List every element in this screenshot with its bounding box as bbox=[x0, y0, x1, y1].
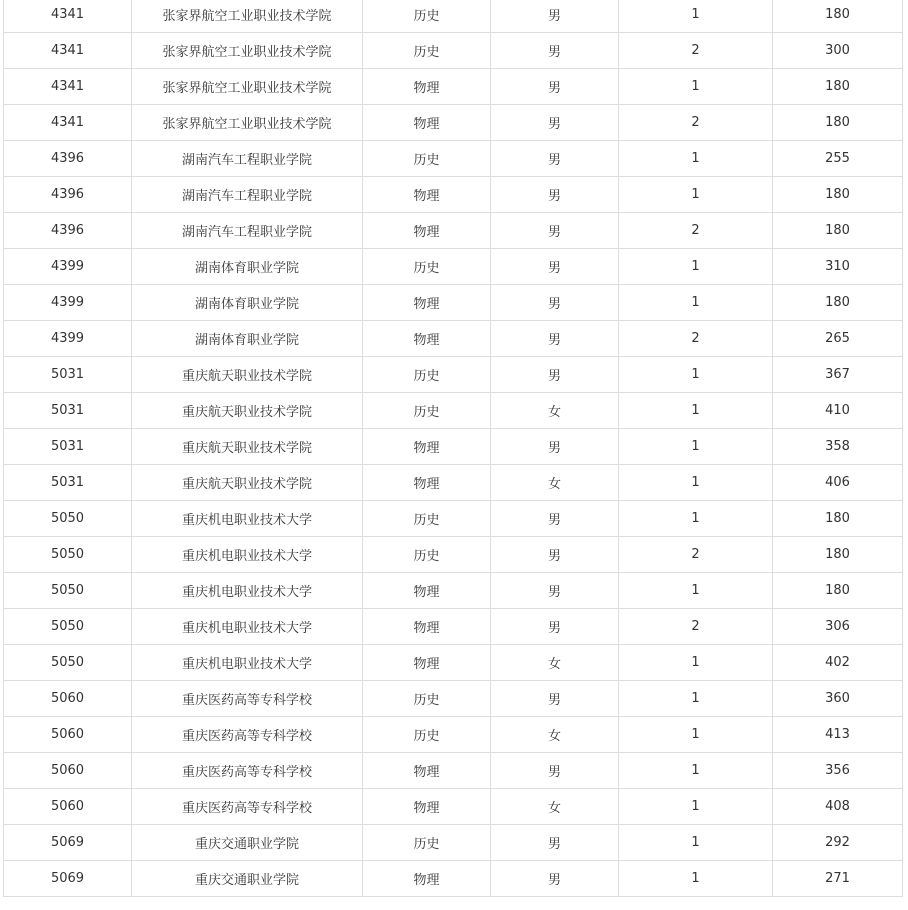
subject-cell: 历史 bbox=[363, 393, 491, 429]
gender-cell: 男 bbox=[491, 861, 619, 897]
gender-cell: 男 bbox=[491, 573, 619, 609]
school-code-cell: 5069 bbox=[4, 861, 132, 897]
school-code-cell: 5031 bbox=[4, 465, 132, 501]
plan-count-cell: 1 bbox=[619, 429, 773, 465]
score-cell: 402 bbox=[773, 645, 903, 681]
subject-cell: 物理 bbox=[363, 861, 491, 897]
table-row bbox=[4, 681, 903, 717]
gender-cell: 男 bbox=[491, 825, 619, 861]
school-code-cell: 5050 bbox=[4, 609, 132, 645]
school-name-cell: 重庆机电职业技术大学 bbox=[132, 609, 363, 645]
subject-cell: 历史 bbox=[363, 537, 491, 573]
table-row bbox=[4, 285, 903, 321]
gender-cell: 男 bbox=[491, 681, 619, 717]
gender-cell: 男 bbox=[491, 537, 619, 573]
school-code-cell: 4396 bbox=[4, 177, 132, 213]
plan-count-cell: 2 bbox=[619, 537, 773, 573]
plan-count-cell: 1 bbox=[619, 789, 773, 825]
table-row bbox=[4, 393, 903, 429]
subject-cell: 物理 bbox=[363, 105, 491, 141]
gender-cell: 男 bbox=[491, 33, 619, 69]
gender-cell: 男 bbox=[491, 501, 619, 537]
admission-score-table bbox=[3, 0, 903, 897]
subject-cell: 物理 bbox=[363, 213, 491, 249]
score-cell: 180 bbox=[773, 177, 903, 213]
school-name-cell: 重庆机电职业技术大学 bbox=[132, 573, 363, 609]
table-row bbox=[4, 357, 903, 393]
table-row bbox=[4, 321, 903, 357]
school-code-cell: 4341 bbox=[4, 105, 132, 141]
subject-cell: 物理 bbox=[363, 465, 491, 501]
score-cell: 360 bbox=[773, 681, 903, 717]
score-cell: 255 bbox=[773, 141, 903, 177]
school-name-cell: 重庆机电职业技术大学 bbox=[132, 537, 363, 573]
school-code-cell: 4341 bbox=[4, 0, 132, 33]
school-code-cell: 5031 bbox=[4, 393, 132, 429]
table-row bbox=[4, 753, 903, 789]
table-row bbox=[4, 789, 903, 825]
plan-count-cell: 2 bbox=[619, 609, 773, 645]
gender-cell: 女 bbox=[491, 717, 619, 753]
table-row bbox=[4, 573, 903, 609]
gender-cell: 女 bbox=[491, 393, 619, 429]
plan-count-cell: 1 bbox=[619, 753, 773, 789]
gender-cell: 男 bbox=[491, 249, 619, 285]
school-name-cell: 重庆机电职业技术大学 bbox=[132, 501, 363, 537]
table-row bbox=[4, 0, 903, 33]
score-cell: 406 bbox=[773, 465, 903, 501]
gender-cell: 男 bbox=[491, 0, 619, 33]
school-code-cell: 4396 bbox=[4, 141, 132, 177]
subject-cell: 历史 bbox=[363, 717, 491, 753]
plan-count-cell: 1 bbox=[619, 141, 773, 177]
gender-cell: 男 bbox=[491, 141, 619, 177]
school-code-cell: 5050 bbox=[4, 537, 132, 573]
subject-cell: 物理 bbox=[363, 645, 491, 681]
score-cell: 413 bbox=[773, 717, 903, 753]
gender-cell: 男 bbox=[491, 105, 619, 141]
school-code-cell: 5031 bbox=[4, 429, 132, 465]
subject-cell: 物理 bbox=[363, 285, 491, 321]
score-cell: 180 bbox=[773, 105, 903, 141]
school-name-cell: 重庆医药高等专科学校 bbox=[132, 681, 363, 717]
school-code-cell: 5050 bbox=[4, 645, 132, 681]
plan-count-cell: 1 bbox=[619, 645, 773, 681]
score-cell: 180 bbox=[773, 69, 903, 105]
subject-cell: 物理 bbox=[363, 573, 491, 609]
school-name-cell: 重庆航天职业技术学院 bbox=[132, 393, 363, 429]
subject-cell: 历史 bbox=[363, 681, 491, 717]
score-cell: 180 bbox=[773, 537, 903, 573]
school-name-cell: 重庆机电职业技术大学 bbox=[132, 645, 363, 681]
gender-cell: 男 bbox=[491, 321, 619, 357]
subject-cell: 历史 bbox=[363, 141, 491, 177]
plan-count-cell: 1 bbox=[619, 177, 773, 213]
gender-cell: 男 bbox=[491, 213, 619, 249]
gender-cell: 女 bbox=[491, 789, 619, 825]
gender-cell: 男 bbox=[491, 357, 619, 393]
plan-count-cell: 1 bbox=[619, 0, 773, 33]
plan-count-cell: 1 bbox=[619, 825, 773, 861]
table-body bbox=[4, 0, 903, 897]
school-code-cell: 4341 bbox=[4, 69, 132, 105]
plan-count-cell: 2 bbox=[619, 213, 773, 249]
school-code-cell: 4341 bbox=[4, 33, 132, 69]
school-name-cell: 重庆医药高等专科学校 bbox=[132, 717, 363, 753]
score-cell: 265 bbox=[773, 321, 903, 357]
subject-cell: 历史 bbox=[363, 33, 491, 69]
subject-cell: 物理 bbox=[363, 429, 491, 465]
school-code-cell: 5031 bbox=[4, 357, 132, 393]
table-row bbox=[4, 69, 903, 105]
score-cell: 300 bbox=[773, 33, 903, 69]
plan-count-cell: 1 bbox=[619, 249, 773, 285]
score-cell: 271 bbox=[773, 861, 903, 897]
school-code-cell: 5050 bbox=[4, 501, 132, 537]
school-name-cell: 湖南体育职业学院 bbox=[132, 321, 363, 357]
school-name-cell: 重庆医药高等专科学校 bbox=[132, 753, 363, 789]
plan-count-cell: 1 bbox=[619, 285, 773, 321]
subject-cell: 物理 bbox=[363, 69, 491, 105]
score-cell: 356 bbox=[773, 753, 903, 789]
plan-count-cell: 1 bbox=[619, 681, 773, 717]
table-row bbox=[4, 717, 903, 753]
school-name-cell: 湖南体育职业学院 bbox=[132, 285, 363, 321]
school-name-cell: 张家界航空工业职业技术学院 bbox=[132, 33, 363, 69]
plan-count-cell: 1 bbox=[619, 861, 773, 897]
school-name-cell: 重庆航天职业技术学院 bbox=[132, 465, 363, 501]
table-row bbox=[4, 213, 903, 249]
subject-cell: 历史 bbox=[363, 249, 491, 285]
table-row bbox=[4, 249, 903, 285]
score-cell: 180 bbox=[773, 213, 903, 249]
score-cell: 306 bbox=[773, 609, 903, 645]
score-cell: 410 bbox=[773, 393, 903, 429]
plan-count-cell: 2 bbox=[619, 105, 773, 141]
table-row bbox=[4, 861, 903, 897]
school-name-cell: 湖南汽车工程职业学院 bbox=[132, 141, 363, 177]
plan-count-cell: 1 bbox=[619, 501, 773, 537]
school-name-cell: 湖南汽车工程职业学院 bbox=[132, 177, 363, 213]
plan-count-cell: 1 bbox=[619, 69, 773, 105]
gender-cell: 女 bbox=[491, 645, 619, 681]
subject-cell: 物理 bbox=[363, 177, 491, 213]
table-row bbox=[4, 465, 903, 501]
school-name-cell: 重庆交通职业学院 bbox=[132, 861, 363, 897]
gender-cell: 女 bbox=[491, 465, 619, 501]
table-row bbox=[4, 105, 903, 141]
score-cell: 180 bbox=[773, 285, 903, 321]
school-code-cell: 5060 bbox=[4, 789, 132, 825]
subject-cell: 物理 bbox=[363, 753, 491, 789]
admission-table-wrapper bbox=[3, 0, 903, 897]
plan-count-cell: 2 bbox=[619, 33, 773, 69]
gender-cell: 男 bbox=[491, 177, 619, 213]
school-code-cell: 4399 bbox=[4, 321, 132, 357]
school-name-cell: 张家界航空工业职业技术学院 bbox=[132, 105, 363, 141]
school-code-cell: 5050 bbox=[4, 573, 132, 609]
score-cell: 180 bbox=[773, 0, 903, 33]
table-row bbox=[4, 177, 903, 213]
subject-cell: 物理 bbox=[363, 789, 491, 825]
score-cell: 310 bbox=[773, 249, 903, 285]
table-row bbox=[4, 141, 903, 177]
school-code-cell: 5060 bbox=[4, 681, 132, 717]
table-row bbox=[4, 501, 903, 537]
gender-cell: 男 bbox=[491, 429, 619, 465]
score-cell: 180 bbox=[773, 501, 903, 537]
plan-count-cell: 1 bbox=[619, 717, 773, 753]
subject-cell: 历史 bbox=[363, 825, 491, 861]
school-code-cell: 5060 bbox=[4, 753, 132, 789]
school-name-cell: 重庆医药高等专科学校 bbox=[132, 789, 363, 825]
score-cell: 367 bbox=[773, 357, 903, 393]
score-cell: 292 bbox=[773, 825, 903, 861]
table-row bbox=[4, 645, 903, 681]
school-code-cell: 4399 bbox=[4, 249, 132, 285]
gender-cell: 男 bbox=[491, 753, 619, 789]
gender-cell: 男 bbox=[491, 69, 619, 105]
gender-cell: 男 bbox=[491, 285, 619, 321]
plan-count-cell: 1 bbox=[619, 573, 773, 609]
subject-cell: 历史 bbox=[363, 357, 491, 393]
score-cell: 408 bbox=[773, 789, 903, 825]
school-name-cell: 湖南体育职业学院 bbox=[132, 249, 363, 285]
table-row bbox=[4, 825, 903, 861]
table-row bbox=[4, 429, 903, 465]
table-row bbox=[4, 33, 903, 69]
subject-cell: 物理 bbox=[363, 609, 491, 645]
school-code-cell: 4396 bbox=[4, 213, 132, 249]
gender-cell: 男 bbox=[491, 609, 619, 645]
school-name-cell: 湖南汽车工程职业学院 bbox=[132, 213, 363, 249]
school-name-cell: 重庆航天职业技术学院 bbox=[132, 357, 363, 393]
subject-cell: 历史 bbox=[363, 0, 491, 33]
plan-count-cell: 1 bbox=[619, 465, 773, 501]
school-code-cell: 5069 bbox=[4, 825, 132, 861]
score-cell: 358 bbox=[773, 429, 903, 465]
school-name-cell: 重庆航天职业技术学院 bbox=[132, 429, 363, 465]
plan-count-cell: 1 bbox=[619, 393, 773, 429]
subject-cell: 历史 bbox=[363, 501, 491, 537]
school-code-cell: 5060 bbox=[4, 717, 132, 753]
plan-count-cell: 1 bbox=[619, 357, 773, 393]
school-name-cell: 重庆交通职业学院 bbox=[132, 825, 363, 861]
table-row bbox=[4, 537, 903, 573]
school-name-cell: 张家界航空工业职业技术学院 bbox=[132, 69, 363, 105]
score-cell: 180 bbox=[773, 573, 903, 609]
school-name-cell: 张家界航空工业职业技术学院 bbox=[132, 0, 363, 33]
table-row bbox=[4, 609, 903, 645]
plan-count-cell: 2 bbox=[619, 321, 773, 357]
subject-cell: 物理 bbox=[363, 321, 491, 357]
school-code-cell: 4399 bbox=[4, 285, 132, 321]
